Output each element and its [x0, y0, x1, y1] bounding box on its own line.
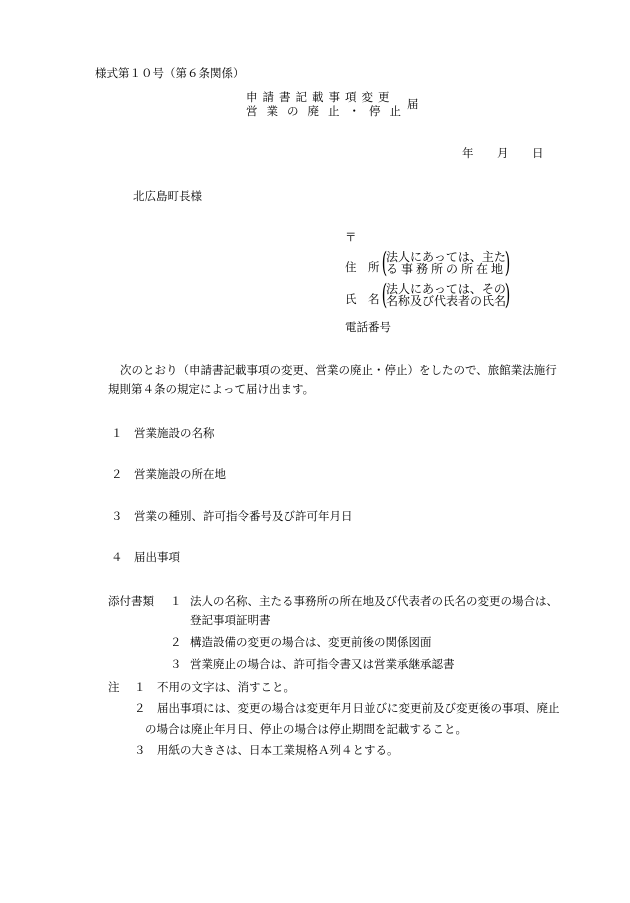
right-paren-icon: )	[504, 278, 511, 311]
note-2-line1: 届出事項には、変更の場合は変更年月日並びに変更前及び変更後の事項、廃止	[157, 701, 560, 715]
note-2-num: ２	[134, 701, 146, 715]
item-1-text: 営業施設の名称	[134, 426, 215, 440]
phone-label: 電話番号	[345, 320, 391, 334]
attachment-2-num: ２	[170, 635, 182, 649]
addressee: 北広島町長様	[133, 189, 202, 203]
note-2-line2: の場合は廃止年月日、停止の場合は停止期間を記載すること。	[145, 722, 467, 736]
address-note-line1: 法人にあっては、主た	[385, 250, 506, 264]
name-label: 氏 名	[345, 292, 380, 306]
postal-mark: 〒	[345, 230, 357, 244]
form-number: 様式第１０号（第６条関係）	[95, 66, 245, 80]
item-2-num: ２	[111, 467, 123, 481]
right-paren-icon: )	[504, 246, 511, 279]
attachment-3-line1: 営業廃止の場合は、許可指令書又は営業承継承認書	[190, 657, 455, 671]
item-1-num: １	[111, 426, 123, 440]
item-3-text: 営業の種別、許可指令番号及び許可年月日	[134, 509, 353, 523]
notes-label: 注	[108, 680, 120, 694]
note-1-line1: 不用の文字は、消すこと。	[157, 680, 295, 694]
name-note-line2: 名称及び代表者の氏名	[385, 294, 506, 308]
item-2-text: 営業施設の所在地	[134, 467, 226, 481]
body-line1: 次のとおり（申請書記載事項の変更、営業の廃止・停止）をしたので、旅館業法施行	[120, 363, 557, 377]
attachment-3-num: ３	[170, 657, 182, 671]
left-paren-icon: (	[381, 278, 388, 311]
title-line1: 申請書記載事項変更	[246, 90, 395, 104]
address-note	[381, 246, 511, 279]
item-4-text: 届出事項	[134, 550, 180, 564]
note-1-num: １	[134, 680, 146, 694]
date-month: 月	[497, 146, 509, 160]
title-suffix: 届	[407, 97, 419, 111]
note-3-num: ３	[134, 743, 146, 757]
attachment-1-num: １	[170, 594, 182, 608]
attachment-2-line1: 構造設備の変更の場合は、変更前後の関係図面	[190, 635, 432, 649]
attachments-label: 添付書類	[108, 594, 154, 608]
body-line2: 規則第４条の規定によって届け出ます。	[108, 382, 315, 396]
item-4-num: ４	[111, 550, 123, 564]
title-line2: 営業の廃止・停止	[246, 104, 410, 118]
address-label: 住 所	[345, 260, 380, 274]
date-day: 日	[532, 146, 544, 160]
name-note	[381, 278, 511, 311]
attachment-1-line1: 法人の名称、主たる事務所の所在地及び代表者の氏名の変更の場合は、	[190, 594, 558, 608]
attachment-1-line2: 登記事項証明書	[190, 613, 271, 627]
note-3-line1: 用紙の大きさは、日本工業規格Ａ列４とする。	[157, 743, 399, 757]
name-note-line1: 法人にあっては、その	[385, 282, 506, 296]
address-note-line2: る事務所の所在地	[385, 262, 506, 276]
item-3-num: ３	[111, 509, 123, 523]
left-paren-icon: (	[381, 246, 388, 279]
date-year: 年	[462, 146, 474, 160]
